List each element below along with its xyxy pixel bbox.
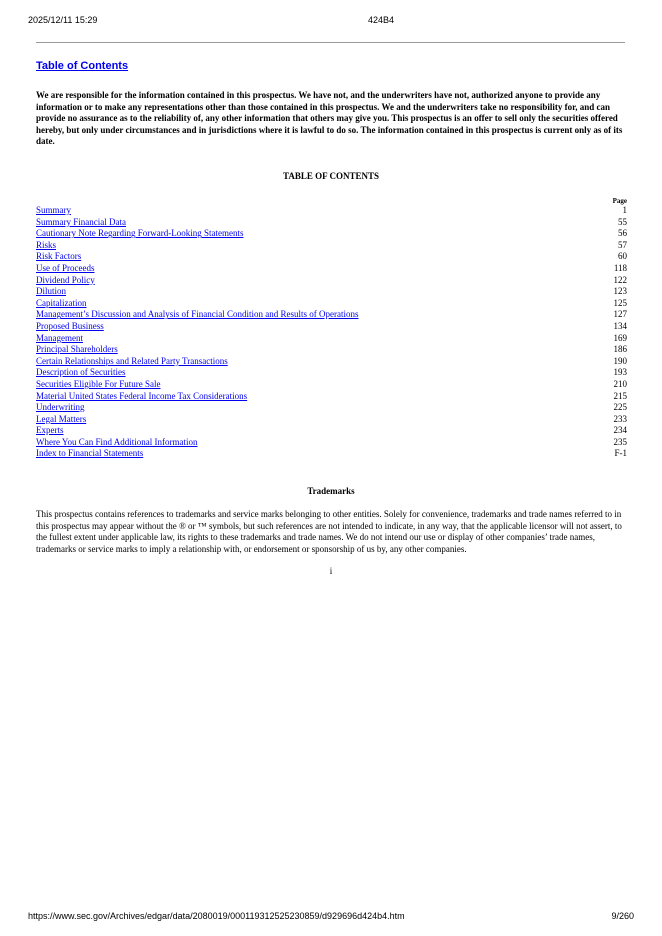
header-divider (36, 42, 625, 43)
toc-row (36, 344, 627, 356)
toc-row (36, 240, 627, 252)
toc-entry-link[interactable]: Proposed Business (36, 320, 104, 331)
toc-entry-link[interactable]: Management (36, 332, 83, 343)
toc-row (36, 379, 627, 391)
toc-page-number: 56 (618, 228, 627, 239)
prospectus-disclaimer: We are responsible for the information contained in this prospectus. We have not, and the underwriters have not, authorized anyone to provide any information or to make any representations other than those contained in this prospectus. We and the underwriters take no responsibility for, and can provide no assurance as to the reliability of, any other information that others may give you. This prospectus is an offer to sell only the securities offered hereby, but only under circumstances and in jurisdictions where it is lawful to do so. The information contained in this prospectus is current only as of its date. (36, 90, 623, 147)
toc-entry-link[interactable]: Material United States Federal Income Tax Considerations (36, 390, 248, 401)
toc-page-number: 1 (622, 205, 627, 215)
print-url: https://www.sec.gov/Archives/edgar/data/2080019/000119312525230859/d929696d424b4.htm (28, 911, 405, 921)
toc-page-number: 169 (613, 332, 627, 343)
toc-row (36, 205, 627, 217)
toc-row (36, 298, 627, 310)
toc-row (36, 217, 627, 229)
toc-row (36, 402, 627, 414)
print-timestamp: 2025/12/11 15:29 (28, 15, 98, 25)
print-page-count: 9/260 (611, 911, 634, 921)
toc-page-number: 118 (613, 262, 627, 273)
toc-entry-link[interactable]: Risks (36, 239, 57, 250)
toc-page-number: 225 (613, 402, 627, 413)
page-number: i (329, 566, 333, 576)
toc-entry-link[interactable]: Use of Proceeds (36, 262, 95, 273)
toc-list (36, 205, 627, 460)
toc-entry-link[interactable]: Experts (36, 425, 64, 436)
toc-page-number: 186 (613, 344, 627, 355)
toc-row (36, 228, 627, 240)
toc-page-column-label: Page (612, 197, 627, 205)
toc-page-number: 215 (613, 390, 627, 401)
toc-row (36, 437, 627, 449)
toc-row (36, 425, 627, 437)
toc-entry-link[interactable]: Dividend Policy (36, 274, 95, 285)
toc-entry-link[interactable]: Risk Factors (36, 251, 82, 262)
toc-row (36, 286, 627, 298)
toc-page-number: 210 (613, 378, 627, 389)
toc-page-number: 57 (618, 239, 627, 250)
trademarks-paragraph: This prospectus contains references to trademarks and service marks belonging to other entities. Solely for convenience, trademarks and trade names referred to in this prospectus may appear without the ® or ™ symbols, but such references are not intended to indicate, in any way, that the applicable licensor will not assert, to the fullest extent under applicable law, its rights to these trademarks and trade names. We do not intend our use or display of other companies’ trade names, trademarks or service marks to imply a relationship with, or endorsement or sponsorship of us by, any other companies. (36, 509, 622, 554)
toc-page-number: 234 (613, 425, 627, 436)
toc-page-number: 123 (613, 286, 627, 297)
toc-row (36, 251, 627, 263)
toc-page-number: 235 (613, 436, 627, 447)
toc-entry-link[interactable]: Underwriting (36, 402, 85, 413)
toc-row (36, 356, 627, 368)
toc-entry-link[interactable]: Summary Financial Data (36, 216, 126, 227)
toc-entry-link[interactable]: Index to Financial Statements (36, 448, 144, 459)
toc-entry-link[interactable]: Principal Shareholders (36, 344, 118, 355)
toc-page-number: 233 (613, 413, 627, 424)
toc-row (36, 414, 627, 426)
toc-page-number: 193 (613, 367, 627, 378)
toc-entry-link[interactable]: Capitalization (36, 297, 87, 308)
toc-row (36, 448, 627, 460)
toc-page-number: 190 (613, 355, 627, 366)
table-of-contents-link[interactable]: Table of Contents (36, 60, 129, 72)
toc-entry-link[interactable]: Where You Can Find Additional Information (36, 436, 198, 447)
print-doc-title: 424B4 (368, 15, 395, 25)
toc-page-number: F-1 (614, 448, 627, 459)
toc-page-number: 127 (613, 309, 627, 320)
toc-row (36, 391, 627, 403)
toc-page-number: 122 (613, 274, 627, 285)
toc-page-number: 60 (618, 251, 627, 262)
toc-entry-link[interactable]: Management’s Discussion and Analysis of Financial Condition and Results of Operations (36, 309, 359, 320)
toc-entry-link[interactable]: Summary (36, 205, 71, 215)
toc-row (36, 263, 627, 275)
toc-page-number: 134 (613, 320, 627, 331)
toc-entry-link[interactable]: Legal Matters (36, 413, 87, 424)
toc-entry-link[interactable]: Certain Relationships and Related Party Transactions (36, 355, 228, 366)
toc-entry-link[interactable]: Dilution (36, 286, 67, 297)
toc-row (36, 275, 627, 287)
toc-heading: TABLE OF CONTENTS (282, 171, 380, 181)
toc-row (36, 333, 627, 345)
toc-row (36, 367, 627, 379)
toc-entry-link[interactable]: Cautionary Note Regarding Forward-Looking Statements (36, 228, 244, 239)
toc-entry-link[interactable]: Securities Eligible For Future Sale (36, 378, 161, 389)
toc-page-number: 55 (618, 216, 627, 227)
toc-entry-link[interactable]: Description of Securities (36, 367, 126, 378)
toc-page-number: 125 (613, 297, 627, 308)
toc-row (36, 309, 627, 321)
toc-row (36, 321, 627, 333)
trademarks-heading: Trademarks (307, 486, 355, 496)
